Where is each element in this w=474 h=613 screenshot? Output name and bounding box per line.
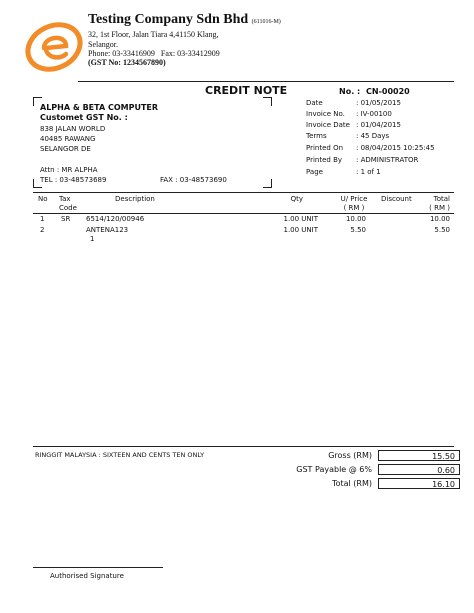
info-row <box>306 121 466 132</box>
row-description: 6514/120/00946 <box>86 215 145 223</box>
company-gst: (GST No: 1234567890) <box>88 58 166 67</box>
signature-label: Authorised Signature <box>50 572 124 580</box>
row-total: 5.50 <box>434 226 450 234</box>
bracket-bottom-right <box>263 179 272 188</box>
info-value: : ADMINISTRATOR <box>356 156 419 164</box>
info-row <box>306 156 466 168</box>
info-row <box>306 144 466 156</box>
row-qty: 1.00 UNIT <box>283 226 318 234</box>
row-no: 1 <box>40 215 45 223</box>
row-tax: SR <box>61 215 71 223</box>
doc-no-value: CN-00020 <box>366 87 410 96</box>
company-name <box>88 12 281 30</box>
amount-in-words: RINGGIT MALAYSIA : SIXTEEN AND CENTS TEN ONLY <box>35 451 205 459</box>
bracket-top-right <box>263 97 272 106</box>
th-price-line2: ( RM ) <box>343 204 365 212</box>
table-top-line <box>33 192 454 193</box>
customer-address-3: SELANGOR DE <box>40 145 91 153</box>
row-total: 10.00 <box>429 215 450 223</box>
th-total <box>410 195 450 213</box>
gross-label: Gross (RM) <box>328 451 372 460</box>
info-row <box>306 168 466 180</box>
row-description: ANTENA123 <box>86 226 129 234</box>
gross-value: 15.50 <box>378 450 460 461</box>
row-price: 5.50 <box>350 226 366 234</box>
info-value: : IV-00100 <box>356 110 392 118</box>
customer-gst-label: Customet GST No. : <box>40 113 128 122</box>
row-no: 2 <box>40 226 45 234</box>
row-price: 10.00 <box>345 215 366 223</box>
th-qty: Qty <box>290 195 303 203</box>
company-phone-fax: Phone: 03-33416909 Fax: 03-33412909 <box>88 49 220 58</box>
info-row <box>306 132 466 144</box>
total-label: Total (RM) <box>332 479 372 488</box>
th-tax-code-line2: Code <box>59 204 77 212</box>
company-name-text: Testing Company Sdn Bhd <box>88 12 249 27</box>
th-price-line1: U/ Price <box>340 195 368 203</box>
th-description: Description <box>115 195 155 203</box>
th-no: No <box>38 195 48 203</box>
signature-line <box>33 567 163 568</box>
customer-tel: TEL : 03-48573689 <box>40 176 107 184</box>
doc-no-label: No. <box>339 87 355 96</box>
info-value: : 01/05/2015 <box>356 99 401 107</box>
gst-label: GST Payable @ 6% <box>296 465 372 474</box>
company-address-2: Selangor. <box>88 40 118 49</box>
info-block <box>306 99 466 180</box>
customer-fax: FAX : 03-48573690 <box>160 176 227 184</box>
th-discount: Discount <box>381 195 412 203</box>
info-label: Printed On <box>306 144 344 152</box>
info-label: Page <box>306 168 323 176</box>
footer-top-line <box>33 446 454 447</box>
header-divider <box>78 81 454 82</box>
info-value: : 45 Days <box>356 132 390 140</box>
table-row <box>0 226 474 246</box>
info-row <box>306 110 466 121</box>
row-qty: 1.00 UNIT <box>283 215 318 223</box>
customer-address-1: 838 JALAN WORLD <box>40 125 106 133</box>
info-label: Invoice Date <box>306 121 350 129</box>
info-value: : 1 of 1 <box>356 168 381 176</box>
th-tax-code <box>59 195 77 213</box>
doc-title: CREDIT NOTE <box>205 84 288 97</box>
doc-no-sep: : <box>357 87 361 96</box>
th-total-line2: ( RM ) <box>429 204 450 212</box>
info-label: Date <box>306 99 323 107</box>
table-row <box>0 215 474 226</box>
info-row <box>306 99 466 110</box>
customer-attn: Attn : MR ALPHA <box>40 166 98 174</box>
row-sub: 1 <box>90 235 95 243</box>
th-tax-code-line1: Tax <box>59 195 71 203</box>
company-address-1: 32, 1st Floor, Jalan Tiara 4,41150 Klang, <box>88 30 219 39</box>
customer-address-2: 40485 RAWANG <box>40 135 96 143</box>
company-reg-no: (611016-M) <box>251 19 281 25</box>
info-label: Printed By <box>306 156 343 164</box>
info-value: : 08/04/2015 10:25:45 <box>356 144 435 152</box>
th-price <box>334 195 374 213</box>
total-value: 16.10 <box>378 478 460 489</box>
info-label: Terms <box>306 132 327 140</box>
gst-value: 0.60 <box>378 464 460 475</box>
info-label: Invoice No. <box>306 110 345 118</box>
th-total-line1: Total <box>433 195 450 203</box>
company-logo <box>22 18 88 74</box>
info-value: : 01/04/2015 <box>356 121 401 129</box>
logo-swoosh-icon <box>22 18 88 74</box>
customer-name: ALPHA & BETA COMPUTER <box>40 103 159 112</box>
table-header-line <box>33 213 454 214</box>
